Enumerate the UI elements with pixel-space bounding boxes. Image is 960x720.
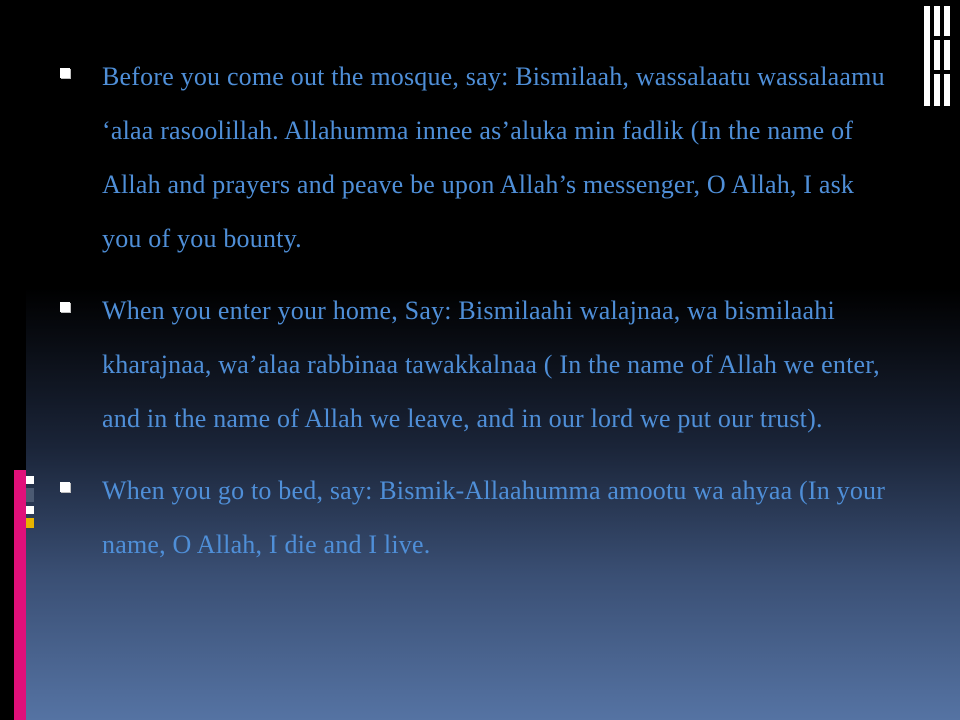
decor-stripe-2 (934, 6, 940, 36)
top-right-decor (920, 0, 960, 120)
list-item (60, 284, 900, 446)
square-bullet-icon (60, 482, 70, 492)
decor-square-yellow (26, 518, 34, 528)
decor-stripe-6 (934, 74, 940, 106)
left-decor-blocks (26, 0, 40, 720)
square-bullet-icon (60, 68, 70, 78)
bullet-text: Before you come out the mosque, say: Bismilaah, wassalaatu wassalaamu ‘alaa rasoolillah. Allahumma innee as’aluka min fadlik (In the name of Allah and prayers and peave be upon Allah’s messenger, O Allah, I ask you of you bounty. (102, 62, 885, 253)
left-decor-bar (0, 0, 26, 720)
square-bullet-icon (60, 302, 70, 312)
decor-stripe-7 (944, 74, 950, 106)
decor-stripe-3 (944, 6, 950, 36)
decor-square-gray (26, 488, 34, 502)
list-item (60, 50, 900, 266)
bullet-text: When you enter your home, Say: Bismilaahi walajnaa, wa bismilaahi kharajnaa, wa’alaa rabbinaa tawakkalnaa ( In the name of Allah we enter, and in the name of Allah we leave, and in our lord we put our trust). (102, 296, 880, 433)
list-item (60, 464, 900, 572)
bullet-text: When you go to bed, say: Bismik-Allaahumma amootu wa ahyaa (In your name, O Allah, I die and I live. (102, 476, 886, 559)
bullet-list (60, 50, 900, 590)
decor-stripe-4 (934, 40, 940, 70)
decor-stripe-1 (924, 6, 930, 106)
decor-square-white (26, 476, 34, 484)
pink-accent-bar (14, 470, 26, 720)
decor-stripe-5 (944, 40, 950, 70)
decor-square-white-2 (26, 506, 34, 514)
